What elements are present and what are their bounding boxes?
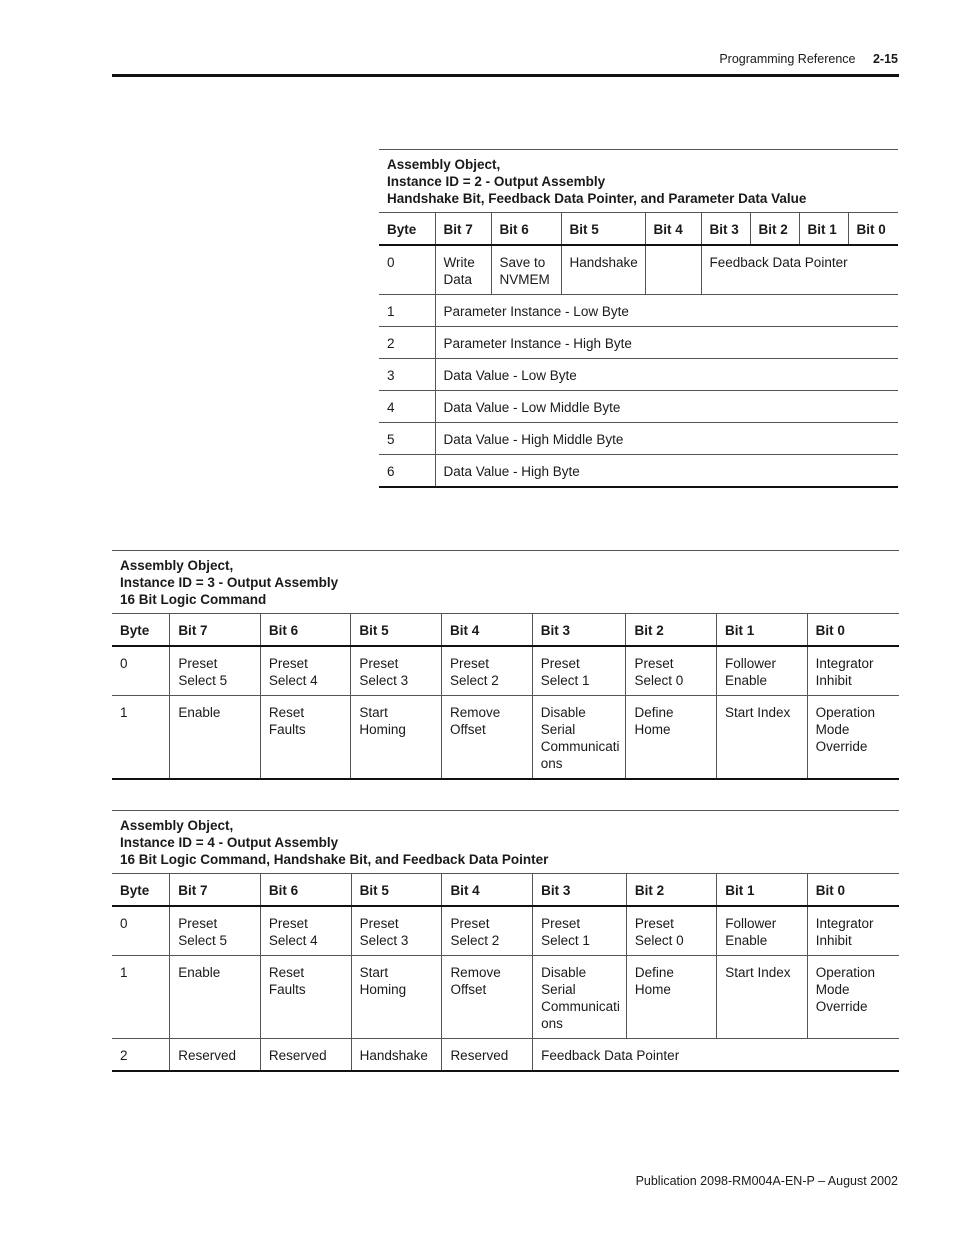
caption-line: Instance ID = 4 - Output Assembly <box>120 835 339 850</box>
table-cell: Disable Serial Communicati ons <box>532 696 626 780</box>
column-header: Bit 1 <box>717 874 808 907</box>
column-header: Bit 4 <box>645 213 701 246</box>
column-header: Bit 1 <box>717 614 808 647</box>
page-header <box>719 52 898 66</box>
caption-line: Assembly Object, <box>120 818 234 833</box>
caption-line: Instance ID = 2 - Output Assembly <box>387 174 606 189</box>
table-cell: Preset Select 2 <box>442 646 533 696</box>
table-cell: Data Value - High Middle Byte <box>435 423 898 455</box>
byte-cell: 1 <box>112 956 170 1039</box>
column-header: Bit 6 <box>491 213 561 246</box>
table-cell: Disable Serial Communicati ons <box>533 956 627 1039</box>
table-header-row <box>112 614 899 647</box>
caption-line: 16 Bit Logic Command, Handshake Bit, and Feedback Data Pointer <box>120 852 549 867</box>
table-cell: Preset Select 5 <box>170 646 261 696</box>
table-cell: Remove Offset <box>442 696 533 780</box>
column-header: Bit 3 <box>532 614 626 647</box>
table-caption <box>379 150 898 213</box>
column-header: Byte <box>112 614 170 647</box>
column-header: Bit 7 <box>170 614 261 647</box>
table-row <box>112 1039 899 1072</box>
table-caption <box>112 551 899 614</box>
byte-cell: 1 <box>379 295 435 327</box>
table-cell: Preset Select 1 <box>532 646 626 696</box>
table-cell: Start Index <box>717 696 808 780</box>
table-cell: Handshake <box>561 245 645 295</box>
caption-line: Assembly Object, <box>387 157 501 172</box>
byte-cell: 4 <box>379 391 435 423</box>
table-header-row <box>112 874 899 907</box>
column-header: Bit 1 <box>799 213 848 246</box>
table-cell: Integrator Inhibit <box>807 646 899 696</box>
column-header: Bit 2 <box>626 614 717 647</box>
table-cell: Save to NVMEM <box>491 245 561 295</box>
column-header: Bit 2 <box>750 213 799 246</box>
table-cell: Write Data <box>435 245 491 295</box>
table-cell: Operation Mode Override <box>807 696 899 780</box>
table-cell: Start Homing <box>351 696 442 780</box>
table-cell: Start Index <box>717 956 808 1039</box>
column-header: Bit 0 <box>807 874 899 907</box>
column-header: Bit 5 <box>561 213 645 246</box>
assembly-table-instance-3 <box>112 550 899 780</box>
table-row <box>379 245 898 295</box>
table-cell: Preset Select 3 <box>351 646 442 696</box>
table-cell: Reserved <box>260 1039 351 1072</box>
section-title: Programming Reference <box>719 52 856 66</box>
table-cell: Reserved <box>442 1039 533 1072</box>
column-header: Bit 5 <box>351 614 442 647</box>
table-cell: Reset Faults <box>260 956 351 1039</box>
table-caption <box>112 811 899 874</box>
column-header: Bit 0 <box>848 213 898 246</box>
byte-cell: 1 <box>112 696 170 780</box>
byte-cell: 2 <box>379 327 435 359</box>
table-cell: Follower Enable <box>717 646 808 696</box>
column-header: Bit 2 <box>626 874 716 907</box>
table-cell: Preset Select 0 <box>626 646 717 696</box>
byte-cell: 6 <box>379 455 435 488</box>
table-cell: Parameter Instance - High Byte <box>435 327 898 359</box>
table-row <box>379 391 898 423</box>
table-cell: Follower Enable <box>717 906 808 956</box>
table-cell: Data Value - High Byte <box>435 455 898 488</box>
table-row <box>379 327 898 359</box>
table-cell: Preset Select 5 <box>170 906 261 956</box>
table-cell: Preset Select 4 <box>260 646 351 696</box>
caption-line: 16 Bit Logic Command <box>120 592 267 607</box>
column-header: Bit 6 <box>260 874 351 907</box>
table-cell: Feedback Data Pointer <box>533 1039 899 1072</box>
table-cell: Enable <box>170 696 261 780</box>
table-cell: Start Homing <box>351 956 442 1039</box>
column-header: Bit 4 <box>442 614 533 647</box>
table-row <box>379 359 898 391</box>
column-header: Bit 7 <box>170 874 261 907</box>
assembly-table-instance-4 <box>112 810 899 1072</box>
table-cell: Preset Select 0 <box>626 906 716 956</box>
table-row <box>379 423 898 455</box>
caption-line: Handshake Bit, Feedback Data Pointer, and Parameter Data Value <box>387 191 807 206</box>
table-cell: Data Value - Low Middle Byte <box>435 391 898 423</box>
table-cell: Remove Offset <box>442 956 533 1039</box>
table-cell: Define Home <box>626 956 716 1039</box>
table-header-row <box>379 213 898 246</box>
table-cell: Data Value - Low Byte <box>435 359 898 391</box>
table-row <box>112 696 899 780</box>
page-number: 2-15 <box>872 52 898 66</box>
column-header: Bit 3 <box>701 213 750 246</box>
table-row <box>112 956 899 1039</box>
table-cell: Enable <box>170 956 261 1039</box>
table-cell: Parameter Instance - Low Byte <box>435 295 898 327</box>
table-cell: Preset Select 2 <box>442 906 533 956</box>
column-header: Bit 4 <box>442 874 533 907</box>
caption-line: Assembly Object, <box>120 558 234 573</box>
table-cell: Define Home <box>626 696 717 780</box>
column-header: Bit 7 <box>435 213 491 246</box>
table-cell <box>645 245 701 295</box>
column-header: Bit 5 <box>351 874 442 907</box>
table-cell: Preset Select 3 <box>351 906 442 956</box>
table-cell: Reserved <box>170 1039 261 1072</box>
assembly-table-instance-2 <box>379 149 898 488</box>
table-row <box>379 295 898 327</box>
column-header: Bit 6 <box>260 614 351 647</box>
table-cell: Preset Select 1 <box>533 906 627 956</box>
table-cell: Feedback Data Pointer <box>701 245 898 295</box>
column-header: Bit 3 <box>533 874 627 907</box>
table-cell: Reset Faults <box>260 696 351 780</box>
table-cell: Operation Mode Override <box>807 956 899 1039</box>
byte-cell: 5 <box>379 423 435 455</box>
table-cell: Handshake <box>351 1039 442 1072</box>
publication-footer: Publication 2098-RM004A-EN-P – August 2002 <box>635 1174 898 1188</box>
table-cell: Preset Select 4 <box>260 906 351 956</box>
header-rule <box>112 74 899 77</box>
column-header: Bit 0 <box>807 614 899 647</box>
byte-cell: 2 <box>112 1039 170 1072</box>
table-row <box>112 646 899 696</box>
byte-cell: 0 <box>112 646 170 696</box>
byte-cell: 0 <box>112 906 170 956</box>
byte-cell: 0 <box>379 245 435 295</box>
table-cell: Integrator Inhibit <box>807 906 899 956</box>
caption-line: Instance ID = 3 - Output Assembly <box>120 575 339 590</box>
column-header: Byte <box>112 874 170 907</box>
table-row <box>112 906 899 956</box>
column-header: Byte <box>379 213 435 246</box>
table-row <box>379 455 898 488</box>
byte-cell: 3 <box>379 359 435 391</box>
